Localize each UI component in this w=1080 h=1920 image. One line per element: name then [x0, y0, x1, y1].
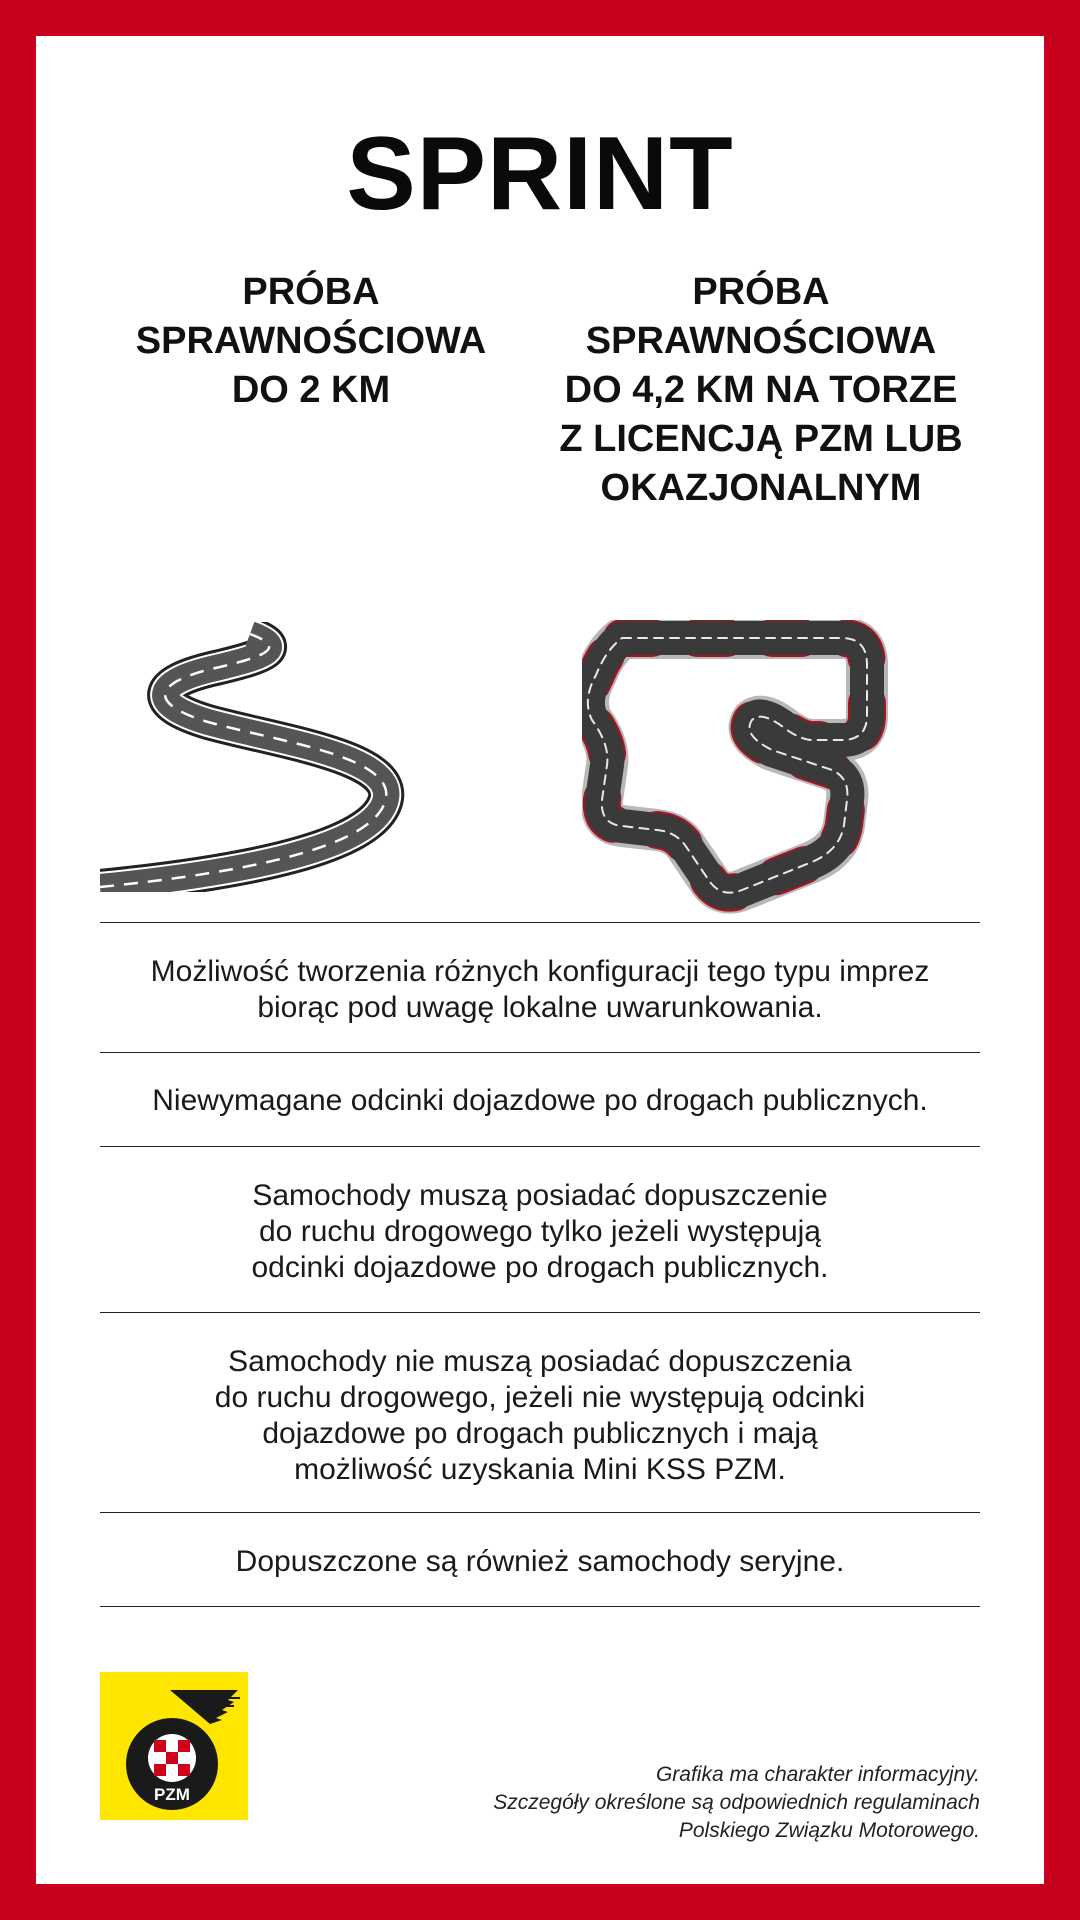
info-block-no-transit [100, 1083, 980, 1119]
heading-line: SPRAWNOŚCIOWA [135, 320, 487, 362]
info-line: do ruchu drogowego tylko jeżeli występują [259, 1215, 821, 1248]
info-line: odcinki dojazdowe po drogach publicznych. [251, 1251, 829, 1284]
logo-text: PZM [154, 1785, 190, 1804]
left-column-heading [116, 268, 506, 415]
race-track-icon [582, 620, 942, 920]
divider [100, 1312, 980, 1313]
footer-line: Grafika ma charakter informacyjny. [655, 1763, 980, 1786]
info-line: możliwość uzyskania Mini KSS PZM. [294, 1453, 786, 1486]
info-line: Samochody nie muszą posiadać dopuszczenia [228, 1345, 852, 1378]
info-card [36, 36, 1044, 1884]
divider [100, 1146, 980, 1147]
pzm-logo-icon [100, 1672, 248, 1820]
heading-line: OKAZJONALNYM [600, 467, 922, 509]
heading-line: PRÓBA [242, 271, 380, 313]
info-block-series-cars [100, 1544, 980, 1580]
winding-road-icon [100, 622, 520, 892]
info-block-configurations [100, 954, 980, 1026]
divider [100, 1052, 980, 1053]
footer-line: Szczegóły określone są odpowiednich regulaminach [493, 1791, 980, 1814]
info-line: biorąc pod uwagę lokalne uwarunkowania. [257, 991, 823, 1024]
info-line: Możliwość tworzenia różnych konfiguracji tego typu imprez [150, 955, 930, 988]
divider [100, 1606, 980, 1607]
info-line: Dopuszczone są również samochody seryjne. [235, 1545, 845, 1578]
heading-line: DO 2 KM [231, 369, 391, 411]
footer-note [360, 1761, 980, 1845]
info-block-road-approval-required [100, 1178, 980, 1286]
info-line: dojazdowe po drogach publicznych i mają [262, 1417, 818, 1450]
divider [100, 922, 980, 923]
info-block-road-approval-not-required [100, 1344, 980, 1488]
heading-line: SPRAWNOŚCIOWA [585, 320, 937, 362]
heading-line: Z LICENCJĄ PZM LUB [559, 418, 963, 460]
right-column-heading [546, 268, 976, 513]
heading-line: PRÓBA [692, 271, 830, 313]
page-title: SPRINT [346, 116, 734, 232]
info-line: do ruchu drogowego, jeżeli nie występują odcinki [214, 1381, 866, 1414]
heading-line: DO 4,2 KM NA TORZE [564, 369, 958, 411]
divider [100, 1512, 980, 1513]
info-line: Samochody muszą posiadać dopuszczenie [252, 1179, 828, 1212]
info-line: Niewymagane odcinki dojazdowe po drogach publicznych. [152, 1084, 928, 1117]
footer-line: Polskiego Związku Motorowego. [678, 1819, 980, 1842]
pzm-logo [100, 1672, 248, 1820]
